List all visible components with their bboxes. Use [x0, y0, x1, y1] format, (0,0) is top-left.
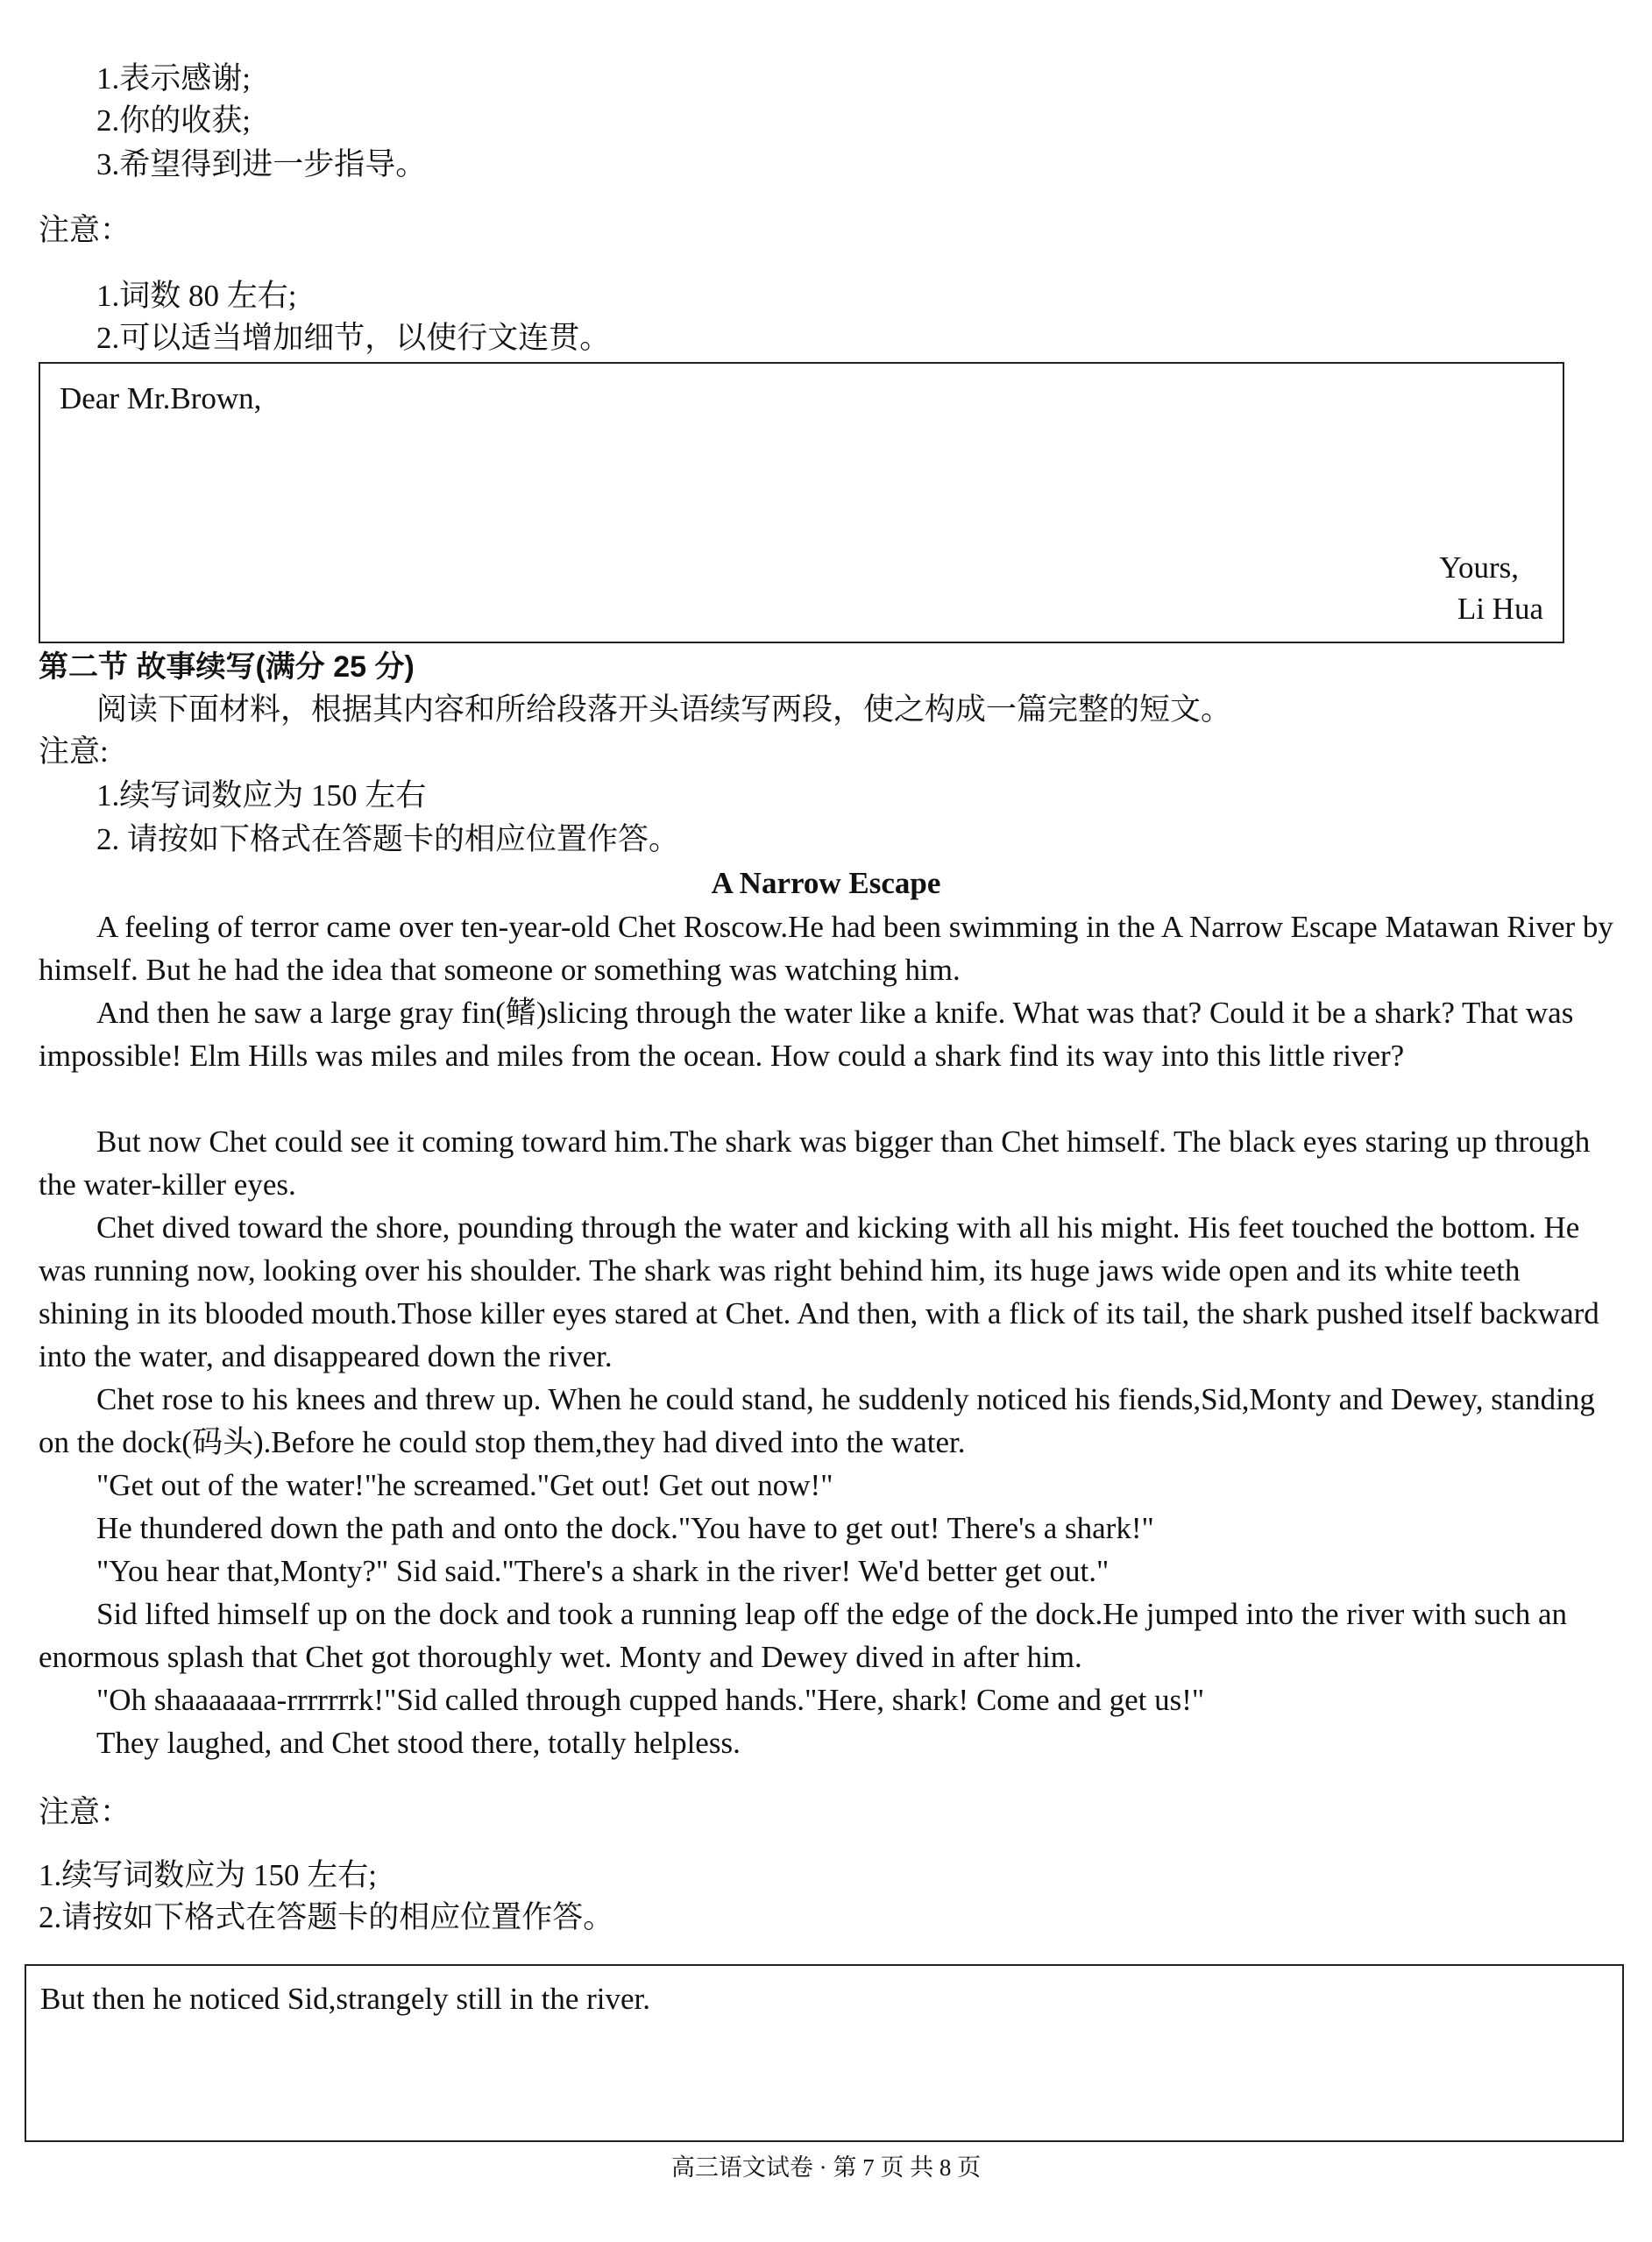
closing: Yours,: [1439, 550, 1519, 585]
story-paragraph: Sid lifted himself up on the dock and took a running leap off the edge of the dock.He jumped into the river with such an enormous splash that Chet got thoroughly wet. Monty and Dewey dived in after him.: [39, 1597, 1567, 1674]
story-paragraph: He thundered down the path and onto the dock."You have to get out! There's a shark!": [96, 1511, 1154, 1545]
note-2: 2.可以适当增加细节，以使行文连贯。: [96, 321, 611, 355]
task-point-3: 3.希望得到进一步指导。: [96, 147, 427, 181]
story-paragraph: But now Chet could see it coming toward him.The shark was bigger than Chet himself. The black eyes staring up through the water-killer eyes.: [39, 1125, 1591, 1202]
section-instruction: 阅读下面材料，根据其内容和所给段落开头语续写两段，使之构成一篇完整的短文。: [96, 692, 1232, 727]
story-paragraph: Chet dived toward the shore, pounding through the water and kicking with all his might. His feet touched the bottom. He was running now, looking over his shoulder. The shark was right behind him, its huge jaws wide open and its white teeth shining in its blooded mouth.Those killer eyes stared at Chet. And then, with a flick of its tail, the shark pushed itself backward into the water, and disappeared down the river.: [39, 1210, 1599, 1373]
story-paragraph: Chet rose to his knees and threw up. When he could stand, he suddenly noticed his fiends,Sid,Monty and Dewey, standing on the dock(码头).Before he could stop them,they had dived into the water.: [39, 1382, 1595, 1459]
section-note-1: 1.续写词数应为 150 左右: [96, 778, 427, 812]
notes2-label: 注意：: [39, 1795, 131, 1829]
page-footer: 高三语文试卷 · 第 7 页 共 8 页: [670, 2154, 982, 2181]
story-paragraph: They laughed, and Chet stood there, totally helpless.: [96, 1726, 741, 1760]
story-paragraph: "Oh shaaaaaaa-rrrrrrrk!"Sid called through cupped hands."Here, shark! Come and get us!": [96, 1683, 1205, 1717]
section-note-label: 注意:: [39, 734, 109, 769]
story-title: A Narrow Escape: [711, 866, 941, 900]
salutation: Dear Mr.Brown,: [60, 381, 262, 415]
note-label: 注意：: [39, 213, 131, 247]
story-paragraph: And then he saw a large gray fin(鳍)slicing through the water like a knife. What was that? Could it be a shark? That was impossible! Elm Hills was miles and miles from the ocean. How could a shark find its way into this little river?: [39, 996, 1574, 1073]
section-heading: 第二节 故事续写(满分 25 分): [39, 650, 415, 684]
story-paragraph: A feeling of terror came over ten-year-old Chet Roscow.He had been swimming in the A Narrow Escape Matawan River by himself. But he had the idea that someone or something was watching him.: [39, 910, 1613, 987]
story-paragraph: "You hear that,Monty?" Sid said."There's a shark in the river! We'd better get out.": [96, 1554, 1110, 1588]
opening-line: But then he noticed Sid,strangely still in the river.: [40, 1982, 651, 2016]
letter-answer-box[interactable]: [39, 362, 1564, 643]
note-1: 1.词数 80 左右;: [96, 279, 297, 313]
notes2-2: 2.请按如下格式在答题卡的相应位置作答。: [39, 1900, 614, 1934]
section-note-2: 2. 请按如下格式在答题卡的相应位置作答。: [96, 822, 680, 856]
signature: Li Hua: [1457, 592, 1543, 626]
notes2-1: 1.续写词数应为 150 左右;: [39, 1858, 377, 1892]
story-answer-box[interactable]: [25, 1964, 1624, 2142]
story-paragraph: "Get out of the water!"he screamed."Get out! Get out now!": [96, 1468, 833, 1502]
task-point-2: 2.你的收获;: [96, 103, 251, 138]
task-point-1: 1.表示感谢;: [96, 61, 251, 96]
